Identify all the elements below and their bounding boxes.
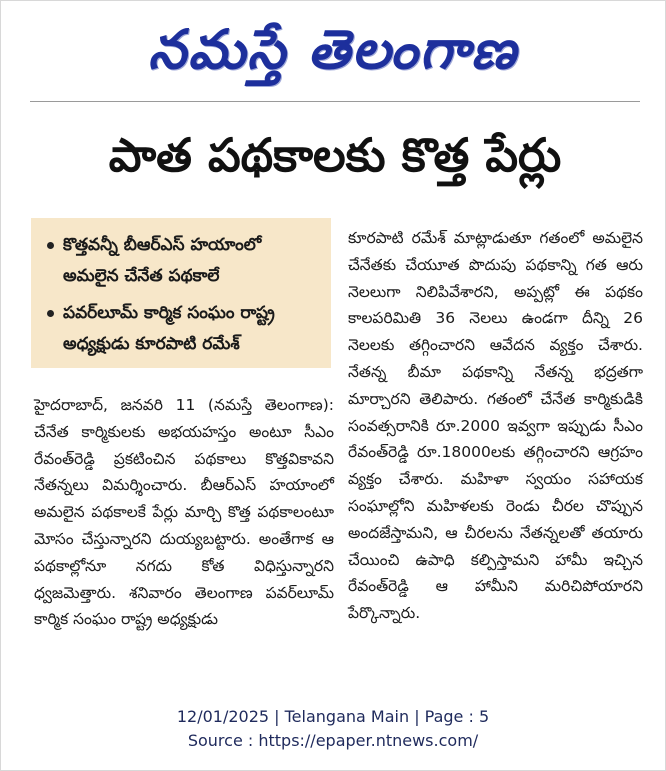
bullet-icon [47, 242, 54, 249]
bullet-icon [47, 310, 54, 317]
masthead-divider [30, 101, 640, 102]
highlight-text: పవర్‌లూమ్ కార్మిక సంఘం రాష్ట్ర అధ్యక్షుడు కూరపాటి రమేశ్ [63, 303, 275, 354]
highlight-item [47, 298, 321, 360]
newspaper-masthead: నమస్తే తెలంగాణ [148, 18, 518, 81]
footer-edition-info: 12/01/2025 | Telangana Main | Page : 5 [176, 707, 490, 726]
footer-source-link[interactable]: Source : https://epaper.ntnews.com/ [187, 731, 479, 750]
article-body-right-column: కూరపాటి రమేశ్ మాట్లాడుతూ గతంలో అమలైన చేనేతకు చేయూత పొదుపు పథకాన్ని గత ఆరు నెలలుగా నిలిపివేశారని, అప్పట్లో ఈ పథకం కాలపరిమితి 36 నెలలు ఉండగా దీన్ని 26 నెలలకు తగ్గించారని ఆవేదన వ్యక్తం చేశారు. నేతన్న బీమా పథకాన్ని నేతన్న భద్రతగా మార్చారని తెలిపారు. గతంలో చేనేత కార్మికుడికి సంవత్సరానికి రూ.2000 ఇవ్వగా ఇప్పుడు సీఎం రేవంత్‌రెడ్డి రూ.18000లకు తగ్గించారని ఆగ్రహం వ్యక్తం చేశారు. మహిళా స్వయం సహాయక సంఘాల్లోని మహిళలకు రెండు చీరల చొప్పున అందజేస్తామని, ఆ చీరలను నేతన్నలతో తయారు చేయించి ఉపాధి కల్పిస్తామని హామీ ఇచ్చిన రేవంత్‌రెడ్డి ఆ హామీని మరిచిపోయారని పేర్కొన్నారు. [348, 229, 643, 623]
highlights-box [31, 218, 331, 368]
highlight-text: కొత్తవన్నీ బీఆర్‌ఎస్ హయాంలో అమలైన చేనేత పథకాలే [63, 235, 262, 286]
article-headline: పాత పథకాలకు కొత్త పేర్లు [108, 128, 562, 182]
article-body-left-column: హైదరాబాద్, జనవరి 11 (నమస్తే తెలంగాణ): చేనేత కార్మికులకు అభయహస్తం అంటూ సీఎం రేవంత్‌రెడ్డి ప్రకటించిన పథకాలు కొత్తవికావని నేతన్నలు విమర్శించారు. బీఆర్‌ఎస్ హయాంలో అమలైన పథకాలకే పేర్లు మార్చి కొత్త పథకాలంటూ మోసం చేస్తున్నారని దుయ్యబట్టారు. అంతేగాక ఆ పథకాల్లోనూ నగదు కోత విధిస్తున్నారని ధ్వజమెత్తారు. శనివారం తెలంగాణ పవర్‌లూమ్ కార్మిక సంఘం రాష్ట్ర అధ్యక్షుడు [34, 396, 334, 629]
highlight-item [47, 230, 321, 292]
